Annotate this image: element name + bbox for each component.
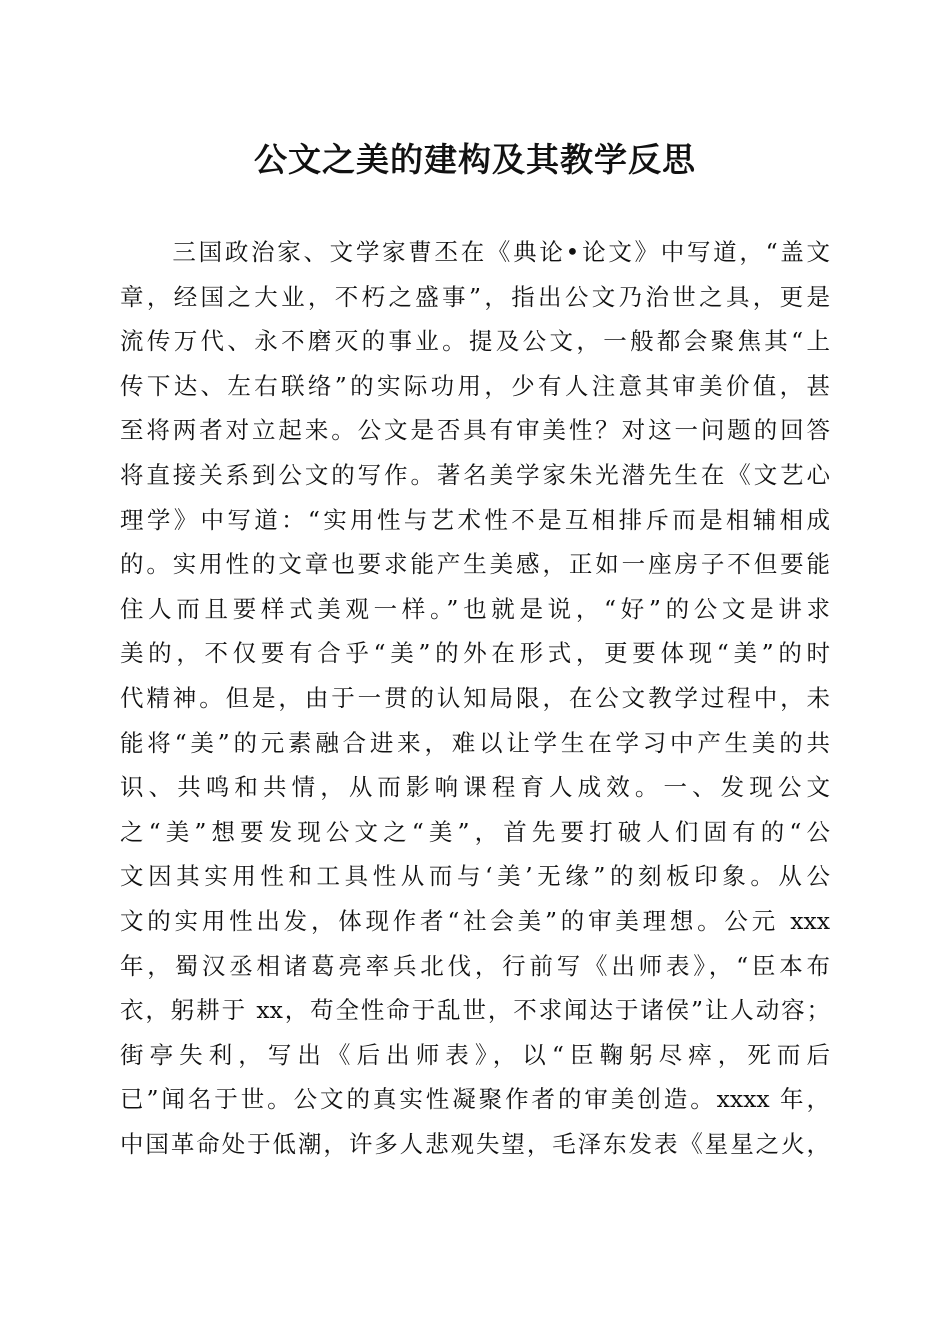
- text-line: 的。实用性的文章也要求能产生美感，正如一座房子不但要能: [120, 550, 830, 579]
- text-line: 住人而且要样式美观一样。”也就是说，“好”的公文是讲求: [120, 594, 830, 623]
- text-line: 流传万代、永不磨灭的事业。提及公文，一般都会聚焦其“上: [120, 327, 830, 356]
- text-line: 文的实用性出发，体现作者“社会美”的审美理想。公元 xxx: [120, 906, 830, 935]
- text-line: 理学》中写道：“实用性与艺术性不是互相排斥而是相辅相成: [120, 505, 830, 534]
- text-line: 代精神。但是，由于一贯的认知局限，在公文教学过程中，未: [120, 683, 830, 712]
- text-line: 街亭失利，写出《后出师表》，以“臣鞠躬尽瘁，死而后: [120, 1040, 830, 1069]
- text-line: 文因其实用性和工具性从而与‘美’无缘”的刻板印象。从公: [120, 862, 830, 891]
- text-line: 将直接关系到公文的写作。著名美学家朱光潜先生在《文艺心: [120, 460, 830, 489]
- text-line: 识、共鸣和共情，从而影响课程育人成效。一、发现公文: [120, 773, 830, 802]
- text-line: 传下达、左右联络”的实际功用，少有人注意其审美价值，甚: [120, 371, 830, 400]
- text-line: 至将两者对立起来。公文是否具有审美性？对这一问题的回答: [120, 416, 830, 445]
- text-line: 衣，躬耕于 xx，苟全性命于乱世，不求闻达于诸侯”让人动容；: [120, 996, 830, 1025]
- text-line: 章，经国之大业，不朽之盛事”，指出公文乃治世之具，更是: [120, 282, 830, 311]
- text-line: 之“美”想要发现公文之“美”，首先要打破人们固有的“公: [120, 817, 830, 846]
- text-line: 中国革命处于低潮，许多人悲观失望，毛泽东发表《星星之火，: [120, 1129, 830, 1158]
- text-line: 能将“美”的元素融合进来，难以让学生在学习中产生美的共: [120, 728, 830, 757]
- document-title: 公文之美的建构及其教学反思: [254, 140, 696, 179]
- text-line: 三国政治家、文学家曹丕在《典论•论文》中写道，“盖文: [120, 238, 830, 266]
- text-line: 美的，不仅要有合乎“美”的外在形式，更要体现“美”的时: [120, 639, 830, 668]
- body-paragraph: [120, 230, 830, 1166]
- text-line: 已”闻名于世。公文的真实性凝聚作者的审美创造。xxxx 年，: [120, 1085, 830, 1114]
- text-line: 年，蜀汉丞相诸葛亮率兵北伐，行前写《出师表》，“臣本布: [120, 951, 830, 980]
